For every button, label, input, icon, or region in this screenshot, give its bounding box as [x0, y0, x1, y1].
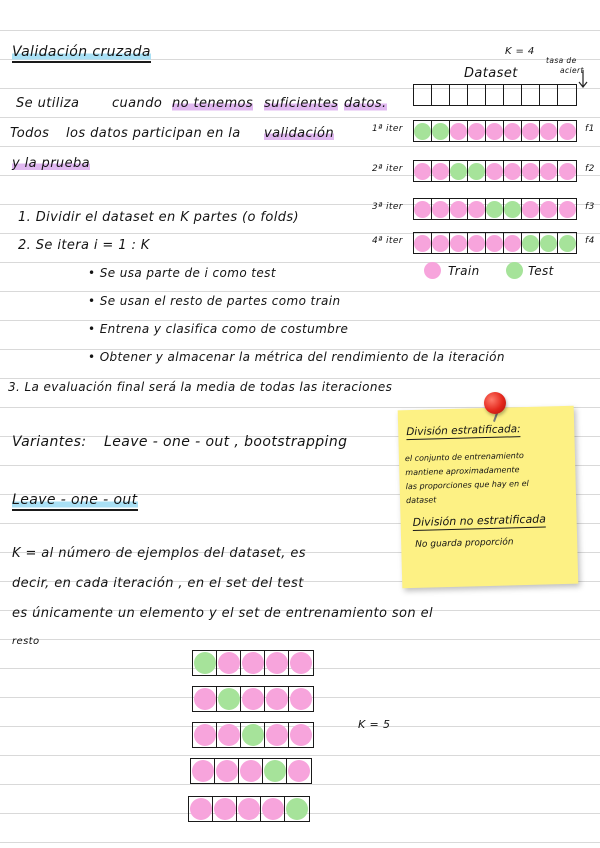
- text-line: resto: [12, 636, 40, 647]
- train-dot: [414, 235, 431, 252]
- train-dot: [559, 123, 576, 140]
- loo-cell: [239, 759, 263, 783]
- loo-cell: [217, 723, 241, 747]
- fold-cell: [522, 121, 540, 141]
- fold-cell: [468, 233, 486, 253]
- train-dot: [290, 688, 312, 710]
- train-dot: [540, 163, 557, 180]
- test-dot: [504, 201, 521, 218]
- loo-cell: [241, 651, 265, 675]
- fold-cell: [450, 161, 468, 181]
- iteration-label: 3ª iter: [372, 202, 403, 212]
- tasa-label: tasa de: [546, 56, 577, 65]
- train-dot: [486, 123, 503, 140]
- fold-cell: [468, 199, 486, 219]
- train-dot: [559, 163, 576, 180]
- test-dot: [414, 123, 431, 140]
- fold-cell: [522, 161, 540, 181]
- test-dot: [540, 235, 557, 252]
- tasa-label: aciert: [560, 66, 584, 75]
- fold-cell: [504, 199, 522, 219]
- fold-cell: [504, 161, 522, 181]
- pushpin-icon: [484, 392, 506, 414]
- dataset-cell: [414, 85, 432, 105]
- fold-cell: [468, 121, 486, 141]
- loo-row: [190, 758, 312, 784]
- arrow-icon: [578, 70, 590, 90]
- test-dot: [522, 235, 539, 252]
- loo-cell: [213, 797, 237, 821]
- fold-accuracy-label: f3: [585, 202, 595, 212]
- fold-cell: [558, 161, 576, 181]
- loo-cell: [265, 687, 289, 711]
- loo-row: [192, 722, 314, 748]
- sticky-title-stratified: División estratificada:: [406, 423, 521, 439]
- loo-cell: [265, 651, 289, 675]
- train-dot: [288, 760, 310, 782]
- fold-cell: [522, 233, 540, 253]
- dataset-cell: [522, 85, 540, 105]
- train-dot: [468, 123, 485, 140]
- k-label: K = 4: [505, 46, 535, 57]
- sticky-title-non-stratified: División no estratificada: [412, 512, 547, 529]
- dataset-cell: [486, 85, 504, 105]
- fold-cell: [414, 121, 432, 141]
- loo-cell: [193, 687, 217, 711]
- fold-cell: [504, 121, 522, 141]
- legend-test: Test: [528, 264, 554, 278]
- loo-cell: [241, 687, 265, 711]
- train-dot: [414, 163, 431, 180]
- train-dot: [214, 798, 236, 820]
- loo-row: [192, 686, 314, 712]
- test-dot: [450, 163, 467, 180]
- variants-value: Leave - one - out , bootstrapping: [104, 434, 348, 450]
- text-line: los datos participan en la: [66, 126, 241, 141]
- train-dot: [522, 123, 539, 140]
- text-line: K = al número de ejemplos del dataset, es: [12, 546, 306, 561]
- train-legend-dot: [424, 262, 441, 279]
- fold-cell: [450, 199, 468, 219]
- dataset-label: Dataset: [464, 66, 518, 81]
- train-dot: [504, 123, 521, 140]
- iteration-row: [413, 232, 577, 254]
- dataset-cell: [432, 85, 450, 105]
- highlighted-text: suficientes: [264, 96, 339, 111]
- fold-accuracy-label: f2: [585, 164, 595, 174]
- train-dot: [242, 652, 264, 674]
- train-dot: [432, 163, 449, 180]
- train-dot: [486, 235, 503, 252]
- iteration-row: [413, 198, 577, 220]
- sticky-body-line: las proporciones que hay en el: [405, 478, 529, 492]
- loo-cell: [241, 723, 265, 747]
- loo-cell: [217, 651, 241, 675]
- train-dot: [266, 688, 288, 710]
- fold-accuracy-label: f1: [585, 124, 595, 134]
- train-dot: [504, 235, 521, 252]
- step-1: 1. Dividir el dataset en K partes (o folds): [18, 210, 300, 225]
- fold-cell: [450, 233, 468, 253]
- train-dot: [242, 688, 264, 710]
- sticky-note: [398, 406, 579, 589]
- test-dot: [286, 798, 308, 820]
- fold-cell: [450, 121, 468, 141]
- bullet-item: • Se usan el resto de partes como train: [88, 294, 341, 308]
- train-dot: [216, 760, 238, 782]
- bullet-item: • Entrena y clasifica como de costumbre: [88, 322, 349, 336]
- fold-cell: [486, 121, 504, 141]
- train-dot: [194, 688, 216, 710]
- text-line: Se utiliza: [16, 96, 80, 111]
- fold-cell: [432, 121, 450, 141]
- fold-cell: [432, 233, 450, 253]
- fold-cell: [522, 199, 540, 219]
- loo-cell: [237, 797, 261, 821]
- loo-row: [192, 650, 314, 676]
- fold-cell: [540, 233, 558, 253]
- train-dot: [192, 760, 214, 782]
- sticky-body-line: mantiene aproximadamente: [405, 465, 520, 478]
- legend-train: Train: [448, 264, 480, 278]
- train-dot: [522, 163, 539, 180]
- dataset-row: [413, 84, 577, 106]
- fold-cell: [414, 161, 432, 181]
- fold-cell: [414, 233, 432, 253]
- iteration-label: 4ª iter: [372, 236, 403, 246]
- train-dot: [450, 201, 467, 218]
- train-dot: [290, 724, 312, 746]
- train-dot: [194, 724, 216, 746]
- fold-cell: [558, 199, 576, 219]
- iteration-label: 1ª iter: [372, 124, 403, 134]
- train-dot: [450, 235, 467, 252]
- train-dot: [290, 652, 312, 674]
- loo-cell: [191, 759, 215, 783]
- step-2: 2. Se itera i = 1 : K: [18, 238, 150, 253]
- loo-cell: [261, 797, 285, 821]
- fold-cell: [540, 199, 558, 219]
- fold-cell: [558, 233, 576, 253]
- dataset-cell: [558, 85, 576, 105]
- test-legend-dot: [506, 262, 523, 279]
- fold-cell: [432, 199, 450, 219]
- fold-accuracy-label: f4: [585, 236, 595, 246]
- loo-cell: [217, 687, 241, 711]
- loo-cell: [189, 797, 213, 821]
- iteration-label: 2ª iter: [372, 164, 403, 174]
- sticky-body-line: dataset: [405, 495, 437, 506]
- step-3: 3. La evaluación final será la media de todas las iteraciones: [8, 380, 393, 394]
- text-line: Todos: [10, 126, 50, 141]
- dataset-cell: [468, 85, 486, 105]
- train-dot: [190, 798, 212, 820]
- fold-cell: [540, 161, 558, 181]
- train-dot: [468, 201, 485, 218]
- loo-cell: [285, 797, 309, 821]
- dataset-cell: [540, 85, 558, 105]
- section-title-leave-one-out: Leave - one - out: [12, 492, 138, 511]
- dataset-cell: [450, 85, 468, 105]
- fold-cell: [486, 161, 504, 181]
- fold-cell: [540, 121, 558, 141]
- loo-cell: [215, 759, 239, 783]
- loo-cell: [193, 723, 217, 747]
- bullet-item: • Obtener y almacenar la métrica del rendimiento de la iteración: [88, 350, 505, 364]
- train-dot: [266, 652, 288, 674]
- train-dot: [240, 760, 262, 782]
- test-dot: [218, 688, 240, 710]
- text-line: cuando: [112, 96, 163, 111]
- train-dot: [504, 163, 521, 180]
- loo-cell: [289, 687, 313, 711]
- highlighted-text: y la prueba: [12, 156, 90, 171]
- fold-cell: [432, 161, 450, 181]
- loo-cell: [289, 651, 313, 675]
- train-dot: [559, 201, 576, 218]
- test-dot: [559, 235, 576, 252]
- loo-cell: [287, 759, 311, 783]
- train-dot: [414, 201, 431, 218]
- sticky-body-line: el conjunto de entrenamiento: [404, 451, 524, 464]
- test-dot: [432, 123, 449, 140]
- train-dot: [540, 201, 557, 218]
- train-dot: [218, 652, 240, 674]
- train-dot: [450, 123, 467, 140]
- text-line: decir, en cada iteración , en el set del test: [12, 576, 304, 591]
- highlighted-text: datos.: [344, 96, 387, 111]
- iteration-row: [413, 120, 577, 142]
- k5-label: K = 5: [358, 718, 391, 731]
- fold-cell: [486, 233, 504, 253]
- highlighted-text: validación: [264, 126, 335, 141]
- test-dot: [264, 760, 286, 782]
- train-dot: [262, 798, 284, 820]
- highlighted-text: no tenemos: [172, 96, 254, 111]
- test-dot: [242, 724, 264, 746]
- fold-cell: [558, 121, 576, 141]
- loo-cell: [265, 723, 289, 747]
- test-dot: [194, 652, 216, 674]
- train-dot: [486, 163, 503, 180]
- fold-cell: [486, 199, 504, 219]
- test-dot: [468, 163, 485, 180]
- train-dot: [522, 201, 539, 218]
- train-dot: [266, 724, 288, 746]
- train-dot: [432, 235, 449, 252]
- loo-cell: [263, 759, 287, 783]
- fold-cell: [504, 233, 522, 253]
- loo-cell: [289, 723, 313, 747]
- section-title-validacion: Validación cruzada: [12, 44, 151, 63]
- train-dot: [218, 724, 240, 746]
- sticky-body-line: No guarda proporción: [415, 537, 514, 550]
- test-dot: [486, 201, 503, 218]
- train-dot: [432, 201, 449, 218]
- loo-row: [188, 796, 310, 822]
- dataset-cell: [504, 85, 522, 105]
- fold-cell: [468, 161, 486, 181]
- iteration-row: [413, 160, 577, 182]
- train-dot: [238, 798, 260, 820]
- train-dot: [540, 123, 557, 140]
- variants-label: Variantes:: [12, 434, 87, 450]
- loo-cell: [193, 651, 217, 675]
- fold-cell: [414, 199, 432, 219]
- train-dot: [468, 235, 485, 252]
- text-line: es únicamente un elemento y el set de entrenamiento son el: [12, 606, 433, 621]
- bullet-item: • Se usa parte de i como test: [88, 266, 276, 280]
